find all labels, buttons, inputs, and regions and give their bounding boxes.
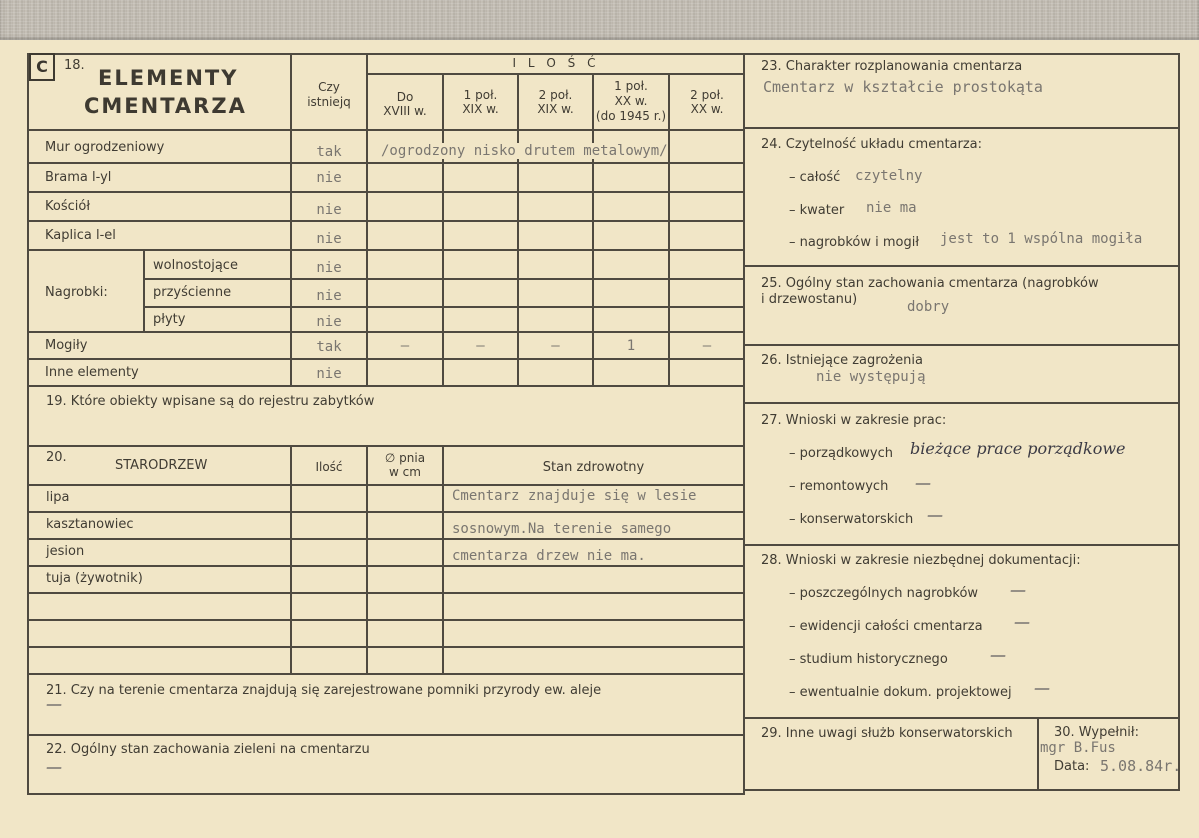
mogily-value: – [551, 338, 560, 354]
section-20-number: 20. [46, 450, 67, 465]
section-18-title-line2: CMENTARZA [84, 94, 247, 118]
section-21-answer: — [46, 694, 62, 713]
s28-item-label: – ewidencji całości cmentarza [789, 619, 983, 634]
tree-label: lipa [46, 490, 70, 505]
exists-value: nie [316, 202, 342, 218]
section-23-label: 23. Charakter rozplanowania cmentarza [761, 59, 1023, 74]
s24-item-label: – całość [789, 170, 841, 185]
section-23-answer: Cmentarz w kształcie prostokąta [763, 78, 1043, 96]
section-20-title: STARODRZEW [115, 458, 208, 473]
section-30-label: 30. Wypełnił: [1054, 725, 1139, 740]
exists-value: nie [316, 288, 342, 304]
s24-item-label: – kwater [789, 203, 845, 218]
section-21-label: 21. Czy na terenie cmentarza znajdują się zarejestrowane pomniki przyrody ew. aleje [46, 683, 602, 698]
s28-item-value: — [1014, 612, 1030, 631]
section-25-answer: dobry [907, 299, 950, 315]
ilosc-header: I L O Ś Ć [512, 56, 600, 70]
s27-item-label: – konserwatorskich [789, 512, 914, 527]
section-25-label-1: 25. Ogólny stan zachowania cmentarza (nagrobków [761, 276, 1099, 291]
tree-note: Cmentarz znajduje się w lesie [452, 488, 697, 504]
section-29-label: 29. Inne uwagi służb konserwatorskich [761, 726, 1013, 741]
s24-item-value: jest to 1 wspólna mogiła [940, 231, 1143, 247]
section-27-label: 27. Wnioski w zakresie prac: [761, 413, 947, 428]
section-19-label: 19. Które obiekty wpisane są do rejestru zabytków [46, 394, 375, 409]
tree-label: kasztanowiec [46, 517, 134, 532]
exists-value: nie [316, 231, 342, 247]
s27-item-value: bieżące prace porządkowe [910, 439, 1126, 458]
row-label: Mur ogrodzeniowy [45, 140, 165, 155]
period-0-l1: Do [396, 90, 414, 104]
s27-item-value: — [915, 473, 931, 492]
section-18-number: 18. [64, 58, 85, 73]
period-4-l2: XX w. [690, 102, 724, 116]
s24-item-value: czytelny [855, 168, 923, 184]
s24-item-value: nie ma [866, 200, 917, 216]
section-22-label: 22. Ogólny stan zachowania zieleni na cmentarzu [46, 742, 370, 757]
col-ilosc: Ilość [315, 460, 343, 474]
col-pnia-2: w cm [389, 465, 421, 479]
card-letter-box: C [29, 53, 55, 81]
s28-item-label: – poszczególnych nagrobków [789, 586, 979, 601]
period-1-l2: XIX w. [462, 102, 499, 116]
s24-item-label: – nagrobków i mogił [789, 235, 920, 250]
section-22-answer: — [46, 757, 62, 776]
row-label: Brama l-yl [45, 170, 112, 185]
s27-item-label: – porządkowych [789, 446, 893, 461]
date-value: 5.08.84r. [1100, 757, 1182, 775]
s28-item-value: — [1034, 678, 1050, 697]
mogily-value: – [476, 338, 485, 354]
period-4-l1: 2 poł. [690, 88, 724, 102]
row-label: Kościół [45, 199, 91, 214]
tree-label: tuja (żywotnik) [46, 571, 143, 586]
col-pnia-1: ∅ pnia [384, 451, 426, 465]
section-28-label: 28. Wnioski w zakresie niezbędnej dokumentacji: [761, 553, 1081, 568]
mogily-value: – [702, 338, 712, 354]
period-3-l3: (do 1945 r.) [595, 109, 667, 123]
czy-header-1: Czy [318, 80, 340, 94]
s27-item-value: — [927, 505, 943, 524]
exists-value: tak [316, 144, 342, 160]
period-0-l2: XVIII w. [383, 104, 427, 118]
row-label: Mogiły [45, 338, 88, 353]
section-26-answer: nie występują [816, 369, 926, 385]
row-label: Inne elementy [45, 365, 139, 380]
period-3-l2: XX w. [614, 94, 648, 108]
row-label: wolnostojące [153, 258, 238, 273]
section-24-label: 24. Czytelność układu cmentarza: [761, 137, 983, 152]
s28-item-value: — [1010, 580, 1026, 599]
date-label: Data: [1054, 759, 1090, 774]
mogily-value: 1 [626, 338, 636, 354]
exists-value: tak [316, 339, 342, 355]
exists-value: nie [316, 260, 342, 276]
row-label: płyty [153, 312, 186, 327]
filled-by-name: mgr B.Fus [1040, 740, 1116, 756]
section-25-label-2: i drzewostanu) [761, 292, 858, 307]
s28-item-label: – studium historycznego [789, 652, 948, 667]
tree-note: cmentarza drzew nie ma. [452, 548, 646, 564]
mur-note: /ogrodzony nisko drutem metalowym/ [381, 143, 668, 159]
s28-item-label: – ewentualnie dokum. projektowej [789, 685, 1012, 700]
exists-value: nie [316, 366, 342, 382]
tree-note: sosnowym.Na terenie samego [452, 521, 672, 537]
czy-header-2: istniejq [307, 95, 351, 109]
exists-value: nie [316, 314, 342, 330]
col-stan: Stan zdrowotny [542, 460, 645, 475]
period-2-l2: XIX w. [537, 102, 574, 116]
row-label: Kaplica l-el [45, 228, 116, 243]
mogily-value: – [400, 338, 410, 354]
exists-value: nie [316, 170, 342, 186]
period-1-l1: 1 poł. [463, 88, 498, 102]
s27-item-label: – remontowych [789, 479, 889, 494]
row-label: przyścienne [153, 285, 232, 300]
section-18-title-line1: ELEMENTY [98, 66, 239, 90]
s28-item-value: — [990, 645, 1006, 664]
tape-strip [0, 0, 1199, 40]
period-3-l1: 1 poł. [614, 79, 648, 93]
period-2-l1: 2 poł. [538, 88, 573, 102]
tree-label: jesion [46, 544, 85, 559]
section-26-label: 26. Istniejące zagrożenia [761, 353, 923, 368]
nagrobki-label: Nagrobki: [45, 285, 108, 300]
